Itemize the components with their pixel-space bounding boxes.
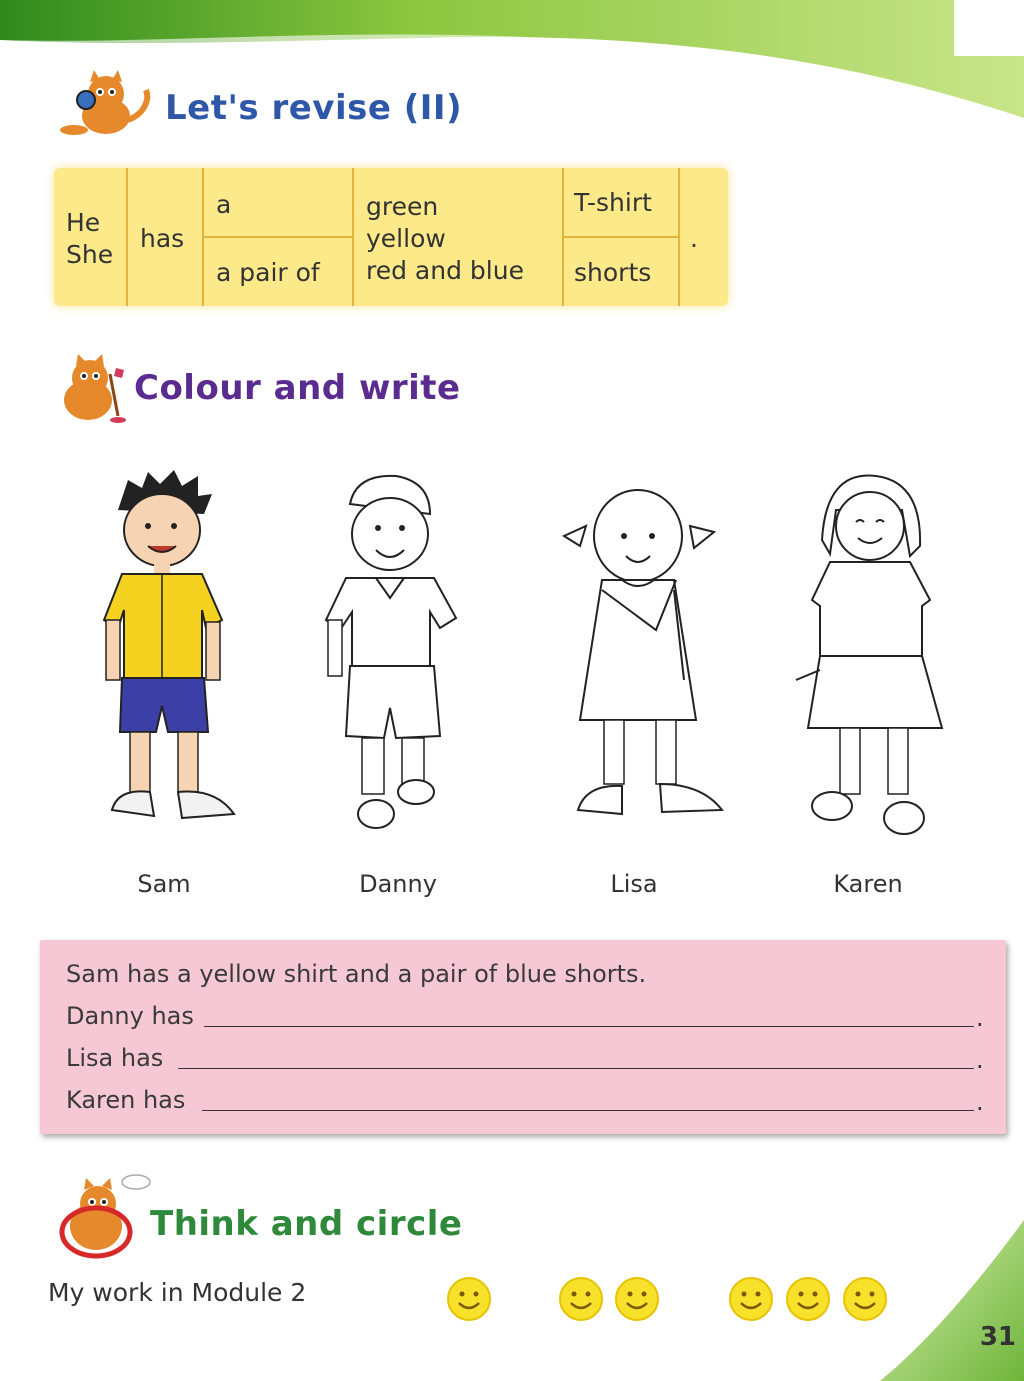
- table-he: He: [66, 208, 101, 237]
- table-a: a: [216, 190, 232, 219]
- smiley-icon[interactable]: [842, 1276, 888, 1322]
- page-number: 31: [979, 1322, 1016, 1352]
- table-a-pair-of: a pair of: [216, 258, 320, 287]
- child-name-sam: Sam: [137, 870, 191, 898]
- module-prompt: My work in Module 2: [48, 1278, 307, 1307]
- smiley-icon[interactable]: [446, 1276, 492, 1322]
- karen-sentence-start: Karen has: [66, 1086, 186, 1114]
- cat-with-paintbrush-icon: [52, 354, 132, 424]
- section-title-lets-revise: Let's revise (II): [165, 88, 463, 128]
- section-title-colour-and-write: Colour and write: [134, 368, 461, 408]
- lisa-answer-blank[interactable]: [178, 1068, 974, 1069]
- danny-answer-blank[interactable]: [204, 1026, 974, 1027]
- table-she: She: [66, 240, 114, 269]
- karen-period: .: [976, 1088, 984, 1116]
- karen-answer-blank[interactable]: [202, 1110, 974, 1111]
- example-sentence: Sam has a yellow shirt and a pair of blue shorts.: [66, 960, 647, 988]
- lisa-illustration: [556, 480, 726, 830]
- lisa-sentence-start: Lisa has: [66, 1044, 164, 1072]
- writing-box: [40, 940, 1006, 1134]
- smiley-icon[interactable]: [785, 1276, 831, 1322]
- cat-with-magnifier-icon: [54, 70, 158, 140]
- table-red-and-blue: red and blue: [366, 256, 524, 285]
- sam-illustration: [98, 470, 248, 840]
- sentence-table: [54, 168, 728, 306]
- table-tshirt: T-shirt: [574, 188, 652, 217]
- cat-with-pencil-icon: [52, 1172, 152, 1262]
- danny-sentence-start: Danny has: [66, 1002, 194, 1030]
- table-yellow: yellow: [366, 224, 446, 253]
- smiley-icon[interactable]: [614, 1276, 660, 1322]
- table-shorts: shorts: [574, 258, 652, 287]
- table-green: green: [366, 192, 439, 221]
- karen-illustration: [786, 470, 946, 840]
- danny-illustration: [306, 470, 466, 840]
- child-name-lisa: Lisa: [610, 870, 658, 898]
- section-title-think-and-circle: Think and circle: [150, 1204, 463, 1244]
- smiley-icon[interactable]: [728, 1276, 774, 1322]
- child-name-danny: Danny: [359, 870, 437, 898]
- smiley-icon[interactable]: [558, 1276, 604, 1322]
- danny-period: .: [976, 1004, 984, 1032]
- table-period: .: [690, 224, 698, 253]
- lisa-period: .: [976, 1046, 984, 1074]
- table-has: has: [140, 224, 185, 253]
- child-name-karen: Karen: [833, 870, 903, 898]
